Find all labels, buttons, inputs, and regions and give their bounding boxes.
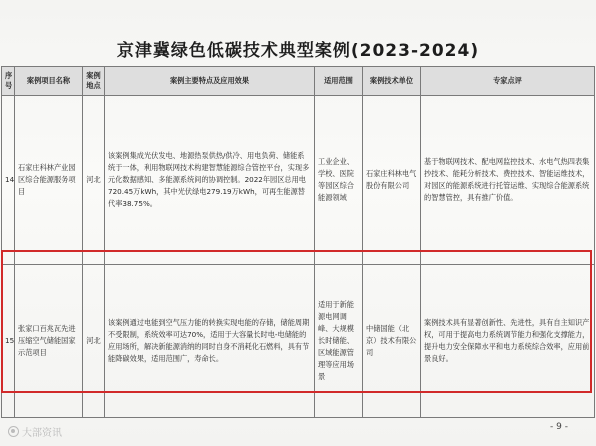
header-location: 案例地点	[83, 67, 105, 96]
cell-unit: 石家庄科林电气股份有限公司	[363, 96, 421, 265]
case-table	[1, 66, 595, 418]
page-number: - 9 -	[550, 422, 568, 432]
cell-review: 基于物联网技术、配电网监控技术、水电气热四表集抄技术、能耗分析技术、费控技术、智能运维技术，对园区的能源系统进行托管运维、实现综合能源系统的智慧管控，具有推广价值。	[421, 96, 595, 265]
cell-scope: 适用于新能源电网调峰、大规模长时储能、区域能源管理等应用场景	[315, 265, 363, 418]
page-title: 京津冀绿色低碳技术典型案例(2023-2024)	[116, 41, 480, 61]
table-row	[2, 96, 595, 265]
cell-scope: 工业企业、学校、医院等园区综合能源领域	[315, 96, 363, 265]
header-scope: 适用范围	[315, 67, 363, 96]
cell-features: 该案例集成光伏发电、地源热泵供热/供冷、用电负荷、储能系统于一体，利用物联网技术构建智慧能源综合管控平台，实现多元化数据感知、多能源系统间的协调控制。2022年园区总用电720.45万kWh，其中光伏绿电279.19万kWh，可再生能源替代率38.75%。	[105, 96, 315, 265]
header-features: 案例主要特点及应用效果	[105, 67, 315, 96]
cell-features: 该案例通过电能到空气压力能的转换实现电能的存储，储能周期不受限制，系统效率可达70%，适用于大容量长时电-电储能的应用场所，解决新能源消纳的同时自身不消耗化石燃料，具有节能降碳效果，适用范围广，寿命长。	[105, 265, 315, 418]
header-no: 序号	[2, 67, 15, 96]
cell-unit: 中储国能（北京）技术有限公司	[363, 265, 421, 418]
watermark-text: 大部资讯	[22, 428, 62, 439]
watermark	[8, 424, 62, 439]
cell-project: 石家庄科林产业园区综合能源服务项目	[15, 96, 83, 265]
header-unit: 案例技术单位	[363, 67, 421, 96]
cell-review: 案例技术具有显著创新性、先进性，具有自主知识产权，可用于提高电力系统调节能力和强化支撑能力，提升电力安全保障水平和电力系统综合效率，应用前景良好。	[421, 265, 595, 418]
cell-no: 14	[2, 96, 15, 265]
table-row	[2, 265, 595, 418]
header-project: 案例项目名称	[15, 67, 83, 96]
cell-project: 张家口百兆瓦先进压缩空气储能国家示范项目	[15, 265, 83, 418]
cell-location: 河北	[83, 96, 105, 265]
cell-location: 河北	[83, 265, 105, 418]
cell-no: 15	[2, 265, 15, 418]
header-review: 专家点评	[421, 67, 595, 96]
watermark-logo-icon	[8, 426, 19, 437]
table-header-row	[2, 67, 595, 96]
